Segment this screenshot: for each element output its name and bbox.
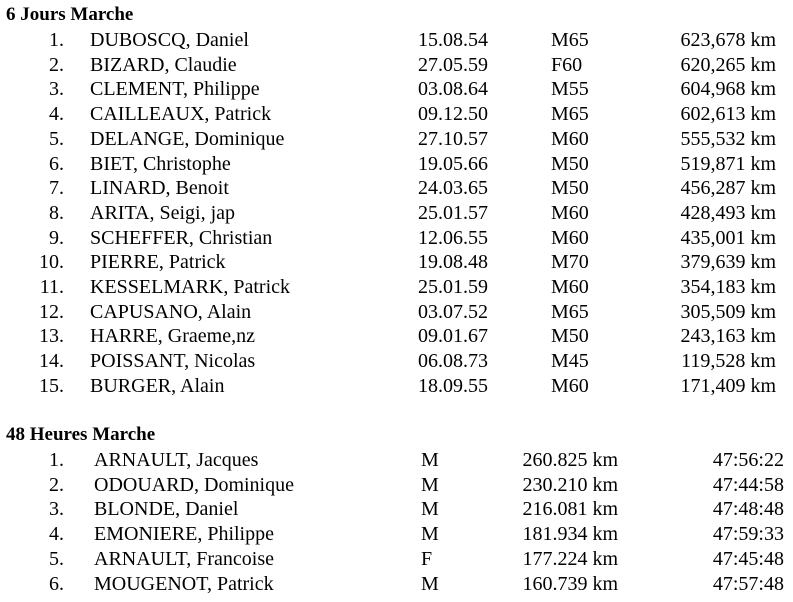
athlete-name: SCHEFFER, Christian [90,226,273,249]
rank-number: 7. [49,177,64,200]
result-row [0,374,793,399]
section-title-48-heures: 48 Heures Marche [6,424,156,445]
age-category: M65 [551,29,589,51]
birth-date: 15.08.54 [418,29,488,51]
age-category: M60 [551,226,589,249]
rank-number: 9. [49,226,64,249]
rank-number: 5. [49,547,64,570]
rank-number: 14. [39,350,64,373]
rank-number: 6. [49,152,64,175]
athlete-name: ARNAULT, Jacques [94,449,259,471]
athlete-name: CAILLEAUX, Patrick [90,103,272,126]
birth-date: 19.08.48 [418,251,488,274]
age-category: M70 [551,251,589,274]
age-category: M60 [551,127,589,150]
birth-date: 09.01.67 [418,325,488,348]
distance: 119,528 km [681,350,776,373]
distance: 379,639 km [680,251,776,274]
athlete-name: HARRE, Graeme,nz [90,325,255,348]
athlete-name: PIERRE, Patrick [90,251,226,274]
sex-category: M [421,498,439,521]
finish-time: 47:44:58 [712,473,784,496]
birth-date: 19.05.66 [418,152,488,175]
result-row [0,250,793,275]
athlete-name: ARITA, Seigi, jap [90,201,236,224]
result-row [0,497,793,522]
distance: 435,001 km [680,226,776,249]
distance: 177.224 km [522,547,618,570]
birth-date: 27.05.59 [418,53,488,76]
distance: 428,493 km [680,201,776,224]
rank-number: 2. [49,53,64,76]
result-row [0,448,793,473]
athlete-name: ARNAULT, Francoise [94,547,274,570]
result-row [0,53,793,78]
age-category: M50 [551,325,589,348]
rank-number: 15. [39,374,64,397]
result-row [0,102,793,127]
result-row [0,547,793,572]
distance: 181.934 km [522,523,618,546]
distance: 602,613 km [680,103,776,126]
rank-number: 4. [49,103,64,126]
athlete-name: KESSELMARK, Patrick [90,276,290,298]
age-category: M60 [551,201,589,224]
athlete-name: BLONDE, Daniel [94,498,239,521]
age-category: M60 [551,276,589,298]
result-row [0,28,793,53]
result-row [0,473,793,498]
rank-number: 10. [39,251,64,274]
birth-date: 12.06.55 [418,226,488,249]
distance: 216.081 km [522,498,618,521]
distance: 555,532 km [680,127,776,150]
sex-category: M [421,449,439,471]
distance: 171,409 km [680,374,776,397]
age-category: M65 [551,103,589,126]
distance: 230.210 km [522,473,618,496]
rank-number: 6. [49,572,64,595]
distance: 620,265 km [680,53,776,76]
sex-category: M [421,572,439,595]
birth-date: 18.09.55 [418,374,488,397]
athlete-name: LINARD, Benoit [90,177,229,200]
finish-time: 47:59:33 [712,523,784,546]
rank-number: 4. [49,523,64,546]
result-row [0,522,793,547]
result-row [0,77,793,102]
section-title-6-jours: 6 Jours Marche [6,4,134,25]
birth-date: 27.10.57 [418,127,488,150]
finish-time: 47:56:22 [712,449,784,471]
age-category: M50 [551,152,589,175]
athlete-name: BIET, Christophe [90,152,231,175]
result-row [0,300,793,325]
birth-date: 25.01.59 [418,276,488,298]
athlete-name: DUBOSCQ, Daniel [90,29,249,51]
sex-category: F [421,547,433,570]
distance: 160.739 km [522,572,618,595]
distance: 354,183 km [680,276,776,298]
birth-date: 06.08.73 [418,350,488,373]
age-category: M50 [551,177,589,200]
sex-category: M [421,473,439,496]
finish-time: 47:57:48 [712,572,784,595]
rank-number: 11. [39,276,64,298]
rank-number: 13. [39,325,64,348]
birth-date: 03.08.64 [418,78,488,101]
age-category: M45 [551,350,589,373]
athlete-name: DELANGE, Dominique [90,127,285,150]
age-category: M60 [551,374,589,397]
rank-number: 8. [49,201,64,224]
distance: 243,163 km [680,325,776,348]
athlete-name: MOUGENOT, Patrick [94,572,274,595]
rank-number: 3. [49,498,64,521]
athlete-name: BIZARD, Claudie [90,53,237,76]
result-row [0,324,793,349]
distance: 456,287 km [680,177,776,200]
age-category: M55 [551,78,589,101]
result-row [0,349,793,374]
rank-number: 5. [49,127,64,150]
result-row [0,226,793,251]
athlete-name: POISSANT, Nicolas [90,350,256,373]
result-row [0,127,793,152]
distance: 604,968 km [680,78,776,101]
rank-number: 1. [49,29,64,51]
rank-number: 2. [49,473,64,496]
athlete-name: ODOUARD, Dominique [94,473,294,496]
birth-date: 09.12.50 [418,103,488,126]
athlete-name: BURGER, Alain [90,374,225,397]
sex-category: M [421,523,439,546]
athlete-name: EMONIERE, Philippe [94,523,274,546]
rank-number: 12. [39,300,64,323]
rank-number: 1. [49,449,64,471]
finish-time: 47:45:48 [712,547,784,570]
result-row [0,152,793,177]
age-category: F60 [551,53,583,76]
result-row [0,176,793,201]
age-category: M65 [551,300,589,323]
athlete-name: CLEMENT, Philippe [90,78,260,101]
result-row [0,201,793,226]
birth-date: 24.03.65 [418,177,488,200]
result-row [0,572,793,597]
distance: 519,871 km [680,152,776,175]
athlete-name: CAPUSANO, Alain [90,300,252,323]
rank-number: 3. [49,78,64,101]
birth-date: 25.01.57 [418,201,488,224]
result-row [0,275,793,300]
birth-date: 03.07.52 [418,300,488,323]
distance: 305,509 km [680,300,776,323]
finish-time: 47:48:48 [712,498,784,521]
distance: 260.825 km [522,449,618,471]
distance: 623,678 km [680,29,776,51]
